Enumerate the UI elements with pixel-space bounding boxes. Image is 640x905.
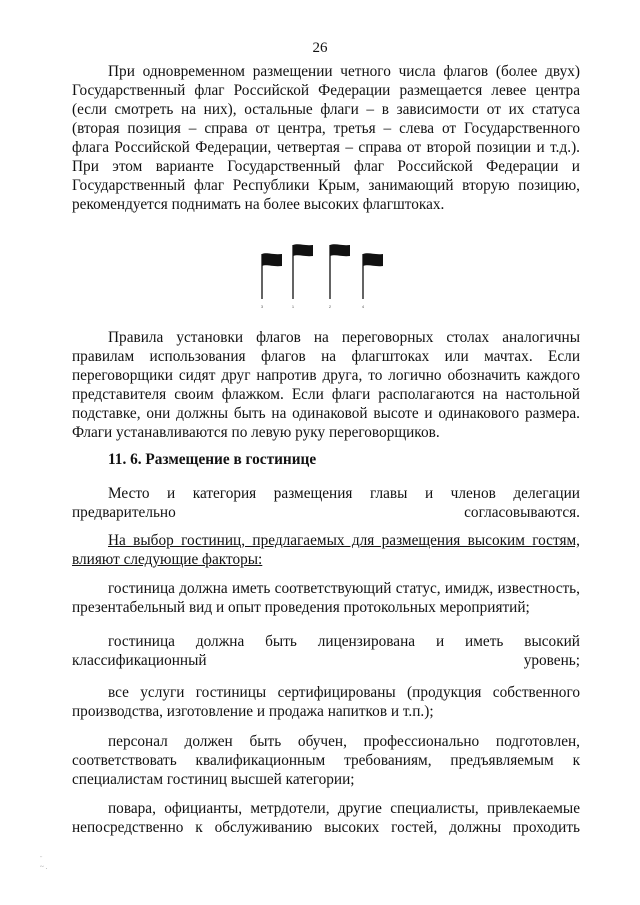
flag-arrangement-figure [255,242,385,312]
flag-label-2: 2 [328,304,332,309]
flag-position-1 [293,244,313,299]
flag-label-4: 4 [361,304,365,309]
factor-status: гостиница должна иметь соответствующий статус, имидж, известность, презентабельный вид и опыт проведения протокольных мероприятий; [72,580,580,616]
factor-license: гостиница должна быть лицензирована и иметь высокий классификационный уровень; [72,633,580,669]
paragraph-table-flags: Правила установки флагов на переговорных столах аналогичны правилам использования флагов на флагштоках или мачтах. Если переговорщики сидят друг напротив друга, то логично обозначить каждого представителя своим флажком. Если флаги располагаются на настольной подставке, они должны быть на одинаковой высоте и одинакового размера. Флаги устанавливаются по левую руку переговорщиков. [72,329,580,441]
paragraph-factors-intro: На выбор гостиниц, предлагаемых для размещения высоким гостям, влияют следующие факторы: [72,532,580,568]
factor-certified: все услуги гостиницы сертифицированы (продукция собственного производства, изготовление и продажа напитков и т.п.); [72,684,580,720]
flag-label-1: 1 [291,304,295,309]
paragraph-place-category: Место и категория размещения главы и членов делегации предварительно согласовываются. [72,485,580,521]
page-number: 26 [312,40,328,56]
factor-staff: персонал должен быть обучен, профессионально подготовлен, соответствовать квалификационным требованиям, предъявляемым к специалистам гостиниц высшей категории; [72,733,580,788]
factor-cooks: повара, официанты, метрдотели, другие специалисты, привлекаемые непосредственно к обслуживанию высоких гостей, должны проходить [72,800,580,836]
flag-position-4 [363,253,383,299]
flag-position-3 [262,253,282,299]
flag-label-3: 3 [260,304,264,309]
flag-position-2 [330,244,350,299]
scan-mark: ¨ ~ . [40,855,48,871]
section-heading: 11. 6. Размещение в гостинице [108,451,317,468]
paragraph-flags-placement: При одновременном размещении четного числа флагов (более двух) Государственный флаг Российской Федерации размещается левее центра (если смотреть на них), остальные флаги – в зависимости от их статуса (вторая позиция – справа от центра, третья – слева от Государственного флага Российской Федерации, четвертая – справа от второй позиции и т.д.). При этом варианте Государственный флаг Российской Федерации и Государственный флаг Республики Крым, занимающий вторую позицию, рекомендуется поднимать на более высоких флагштоках. [72,63,580,213]
